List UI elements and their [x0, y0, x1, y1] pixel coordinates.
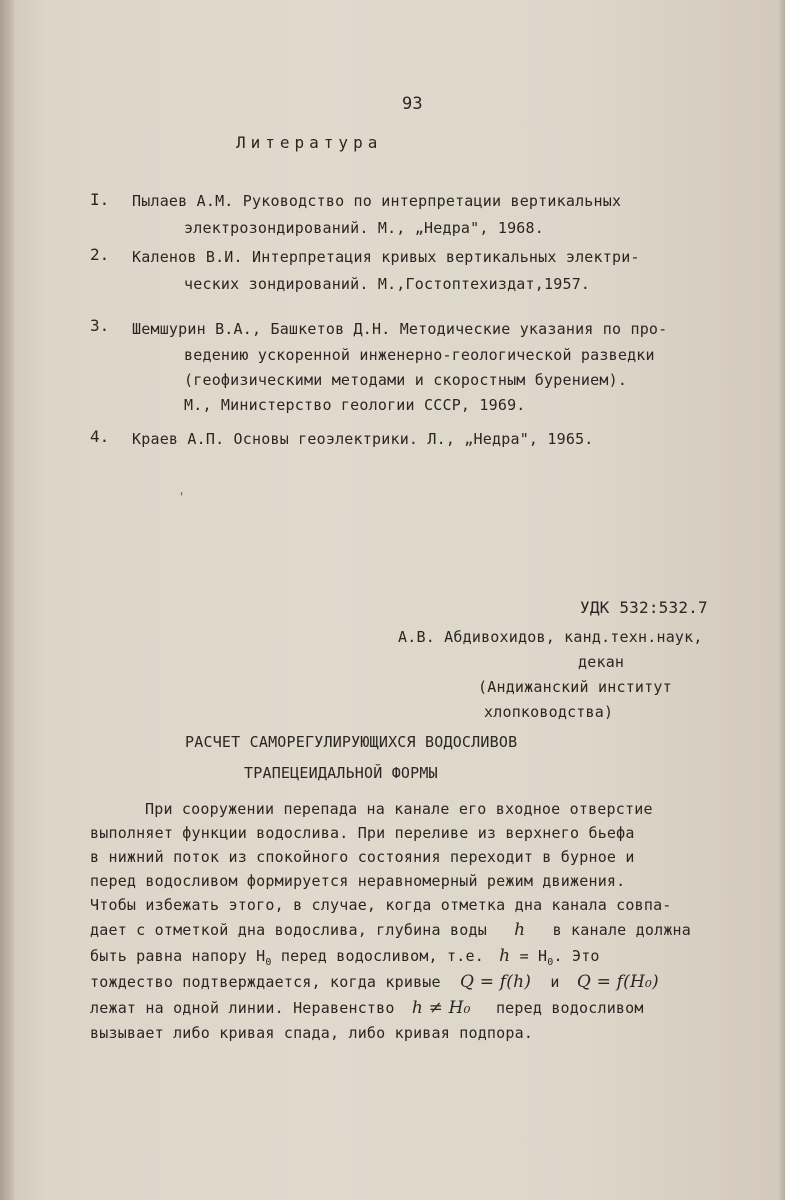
- article-title: ТРАПЕЦЕИДАЛЬНОЙ ФОРМЫ: [244, 764, 438, 782]
- formula-q-h0: Q = f(H₀): [576, 972, 659, 992]
- reference-number: 4.: [90, 427, 110, 446]
- body-line: вызывает либо кривая спада, либо кривая подпора.: [90, 1024, 534, 1042]
- body-line: [90, 946, 600, 968]
- body-text: перед водосливом, т.е.: [271, 947, 484, 965]
- reference-line: ведению ускоренной инженерно-геологической разведки: [184, 346, 655, 364]
- author-position: декан: [578, 653, 625, 671]
- author-affiliation: хлопководства): [484, 703, 614, 721]
- literature-heading: Литература: [236, 133, 383, 152]
- body-line: выполняет функции водослива. При переливе из верхнего бьефа: [90, 824, 635, 842]
- body-line: перед водосливом формируется неравномерный режим движения.: [90, 872, 626, 890]
- reference-line: ческих зондирований. М.,Гостоптехиздат,1957.: [184, 275, 591, 293]
- reference-line: Краев А.П. Основы геоэлектрики. Л., „Недра", 1965.: [132, 430, 594, 448]
- page-edge: [779, 0, 785, 1200]
- body-text: = H: [519, 947, 548, 965]
- reference-line: М., Министерство геологии СССР, 1969.: [184, 396, 526, 414]
- reference-line: электрозондирований. М., „Недра", 1968.: [184, 219, 544, 237]
- body-text: тождество подтверждается, когда кривые: [90, 973, 441, 991]
- formula-h: h: [499, 946, 511, 966]
- body-line: Чтобы избежать этого, в случае, когда отметка дна канала совпа-: [90, 896, 672, 914]
- body-line: [90, 998, 644, 1018]
- formula-h: h: [514, 920, 526, 940]
- reference-line: Шемшурин В.А., Башкетов Д.Н. Методические указания по про-: [132, 320, 668, 338]
- subscript: 0: [547, 957, 554, 968]
- stray-mark: ': [178, 490, 186, 504]
- formula-inequality: h ≠ H₀: [411, 998, 471, 1018]
- author-name: А.В. Абдивохидов, канд.техн.наук,: [398, 628, 703, 646]
- formula-q-h: Q = f(h): [460, 972, 532, 992]
- book-spine: [0, 0, 14, 1200]
- reference-line: Пылаев А.М. Руководство по интерпретации вертикальных: [132, 192, 622, 210]
- body-text: лежат на одной линии. Неравенство: [90, 999, 395, 1017]
- reference-line: (геофизическими методами и скоростным бурением).: [184, 371, 628, 389]
- reference-number: I.: [90, 190, 110, 209]
- udk-code: УДК 532:532.7: [580, 598, 708, 617]
- body-text: быть равна напору H: [90, 947, 266, 965]
- body-line: [90, 972, 659, 992]
- body-line: [90, 920, 691, 940]
- body-line: в нижний поток из спокойного состояния переходит в бурное и: [90, 848, 635, 866]
- body-line: При сооружении перепада на канале его входное отверстие: [145, 800, 653, 818]
- reference-number: 2.: [90, 245, 110, 264]
- article-title: РАСЧЕТ САМОРЕГУЛИРУЮЩИХСЯ ВОДОСЛИВОВ: [185, 733, 518, 751]
- body-text: перед водосливом: [495, 999, 644, 1017]
- page-number: 93: [402, 94, 423, 114]
- body-text: . Это: [553, 947, 600, 965]
- author-affiliation: (Андижанский институт: [478, 678, 672, 696]
- body-text: и: [550, 973, 560, 991]
- subscript: 0: [265, 957, 272, 968]
- body-text: дает с отметкой дна водослива, глубина воды: [90, 921, 487, 939]
- body-text: в канале должна: [552, 921, 692, 939]
- reference-line: Каленов В.И. Интерпретация кривых вертикальных электри-: [132, 248, 640, 266]
- reference-number: 3.: [90, 316, 110, 335]
